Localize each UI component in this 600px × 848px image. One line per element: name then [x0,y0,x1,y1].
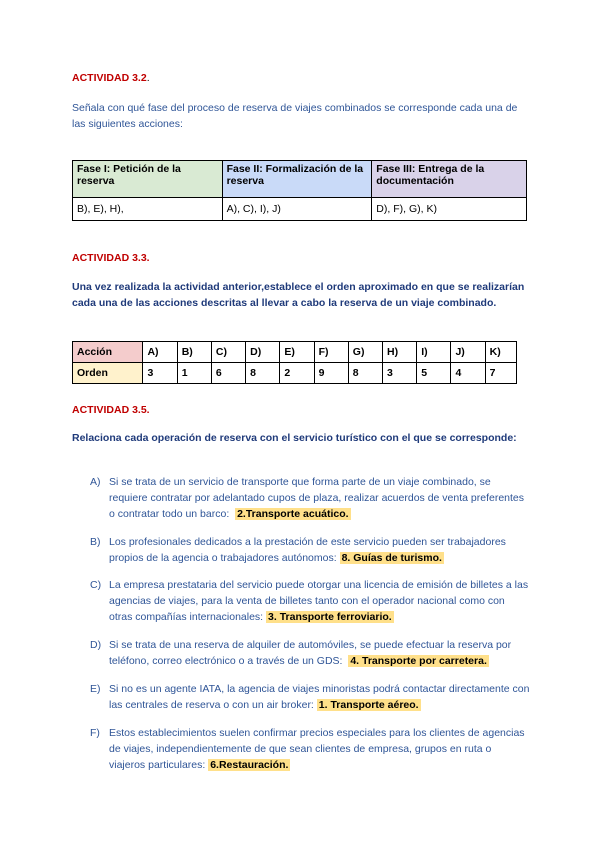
item-text: Si se trata de un servicio de transporte que forma parte de un viaje combinado, se requiere contratar por adelantado cupos de plaza, realizar acuerdos de venta preferentes o contratar todo un barco: [109,476,525,520]
item-marker: E) [90,683,101,695]
activity-3-5-title: ACTIVIDAD 3.5. [72,404,150,416]
phase-2-header: Fase II: Formalización de la reserva [222,161,372,198]
action-cell: E) [280,342,314,363]
item-answer: 8. Guías de turismo. [341,552,442,564]
order-cell: 6 [211,363,245,384]
order-cell: 7 [485,363,516,384]
activity-3-3-title: ACTIVIDAD 3.3. [72,252,150,264]
list-item [90,637,530,669]
action-cell: D) [246,342,280,363]
item-marker: D) [90,639,102,651]
action-cell: I) [417,342,451,363]
item-answer: 4. Transporte por carretera. [350,655,487,667]
action-cell: C) [211,342,245,363]
action-cell: H) [383,342,417,363]
phase-3-actions: D), F), G), K) [372,198,527,221]
order-cell: 4 [451,363,485,384]
action-cell: A) [143,342,177,363]
action-cell: B) [177,342,211,363]
order-cell: 3 [383,363,417,384]
item-text: Si no es un agente IATA, la agencia de viajes minoristas podrá contactar directamente con las centrales de reserva o con un air broker: [109,683,530,711]
phase-1-actions: B), E), H), [73,198,223,221]
order-cell: 8 [246,363,280,384]
item-marker: C) [90,579,102,591]
action-cell: J) [451,342,485,363]
order-cell: 8 [348,363,382,384]
item-text: Si se trata de una reserva de alquiler de automóviles, se puede efectuar la reserva por teléfono, correo electrónico o a través de un GDS: [109,639,512,667]
order-cell: 9 [314,363,348,384]
order-row-label: Orden [73,363,143,384]
item-marker: A) [90,476,101,488]
action-cell: G) [348,342,382,363]
services-list [90,474,530,773]
item-answer: 6.Restauración. [210,759,289,771]
list-item [90,681,530,713]
order-cell: 5 [417,363,451,384]
item-answer: 2.Transporte acuático. [237,508,349,520]
item-marker: F) [90,727,100,739]
order-cell: 3 [143,363,177,384]
phase-2-actions: A), C), I), J) [222,198,372,221]
item-text: La empresa prestataria del servicio puede otorgar una licencia de emisión de billetes a las agencias de viajes, para la venta de billetes tanto con el operador nacional como con otras compañías internacionales: [109,579,529,623]
activity-3-2-instruction: Señala con qué fase del proceso de reserva de viajes combinados se corresponde cada una de las siguientes acciones: [72,102,518,130]
list-item [90,725,530,773]
activity-3-3-instruction: Una vez realizada la actividad anterior,establece el orden aproximado en que se realizarían cada una de las acciones descritas al llevar a cabo la reserva de un viaje combinado. [72,281,525,309]
order-cell: 1 [177,363,211,384]
item-text: Los profesionales dedicados a la prestación de este servicio pueden ser trabajadores propios de la agencia o trabajadores autónomos: [109,536,506,564]
item-marker: B) [90,536,101,548]
list-item [90,534,530,566]
action-row-label: Acción [73,342,143,363]
list-item [90,577,530,625]
phase-table [72,160,527,221]
action-cell: F) [314,342,348,363]
item-text: Estos establecimientos suelen confirmar precios especiales para los clientes de agencias de viajes, independientemente de que sean clientes de empresa, grupos en ruta o viajeros particulares: [109,727,525,771]
activity-3-2-title: ACTIVIDAD 3.2. [72,72,150,84]
phase-1-header: Fase I: Petición de la reserva [73,161,223,198]
order-cell: 2 [280,363,314,384]
list-item [90,474,530,522]
activity-3-5-instruction: Relaciona cada operación de reserva con el servicio turístico con el que se corresponde: [72,432,517,444]
phase-3-header: Fase III: Entrega de la documentación [372,161,527,198]
item-answer: 1. Transporte aéreo. [318,699,419,711]
item-answer: 3. Transporte ferroviario. [268,611,392,623]
action-cell: K) [485,342,516,363]
order-table [72,341,517,384]
